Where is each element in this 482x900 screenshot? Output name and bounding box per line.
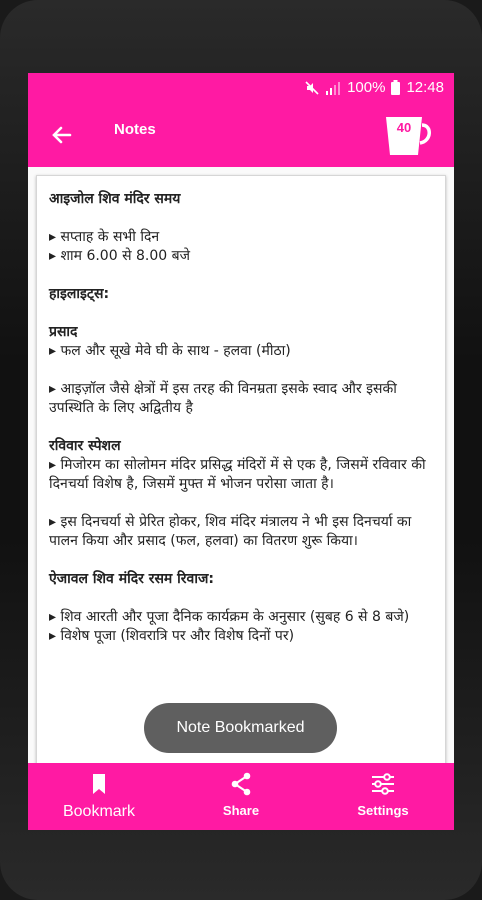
timing-line-1: ▸ सप्ताह के सभी दिन <box>49 229 160 245</box>
signal-icon <box>325 81 341 95</box>
clock: 12:48 <box>406 79 444 96</box>
prasad-line: ▸ फल और सूखे मेवे घी के साथ - हलवा (मीठा) <box>49 343 291 359</box>
sunday-paragraph-2: ▸ इस दिनचर्या से प्रेरित होकर, शिव मंदिर मंत्रालय ने भी इस दिनचर्या का पालन किया और प्रसाद (फल, हलवा) का वितरण शुरू किया। <box>49 514 412 549</box>
app-toolbar <box>28 103 454 167</box>
bookmark-icon <box>86 771 112 797</box>
prasad-heading: प्रसाद <box>49 324 78 340</box>
rituals-heading: ऐजावल शिव मंदिर रसम रिवाज: <box>49 571 214 587</box>
bookmark-label: Bookmark <box>62 803 136 820</box>
settings-label: Settings <box>357 803 409 818</box>
highlights-heading: हाइलाइट्स: <box>49 286 110 302</box>
rituals-line-2: ▸ विशेष पूजा (शिवरात्रि पर और विशेष दिनों पर) <box>49 628 295 644</box>
page-title: Notes <box>114 121 156 138</box>
bookmark-toast: Note Bookmarked <box>144 703 337 753</box>
share-label: Share <box>222 803 260 818</box>
share-icon <box>228 771 254 797</box>
bookmark-tab[interactable] <box>28 763 170 830</box>
battery-icon <box>391 80 400 95</box>
mute-icon <box>305 81 319 95</box>
note-content-area <box>28 167 454 763</box>
share-tab[interactable] <box>170 763 312 830</box>
rituals-line-1: ▸ शिव आरती और पूजा दैनिक कार्यक्रम के अनुसार (सुबह 6 से 8 बजे) <box>49 609 410 625</box>
status-bar <box>28 73 454 103</box>
note-heading: आइजोल शिव मंदिर समय <box>49 191 181 207</box>
sunday-heading: रविवार स्पेशल <box>49 438 121 454</box>
sunday-paragraph-1: ▸ मिजोरम का सोलोमन मंदिर प्रसिद्ध मंदिरों में से एक है, जिसमें रविवार की दिनचर्या विशेष है, जिसमें मुफ्त में भोजन परोसा जाता है। <box>49 457 426 492</box>
app-screen <box>28 73 454 830</box>
bottom-nav <box>28 763 454 830</box>
cup-count: 40 <box>396 120 412 135</box>
note-text <box>49 190 435 646</box>
back-arrow-icon[interactable] <box>46 120 76 150</box>
cup-counter-button[interactable] <box>384 115 432 157</box>
timing-line-2: ▸ शाम 6.00 से 8.00 बजे <box>49 248 190 264</box>
sliders-icon <box>370 771 396 797</box>
battery-percent: 100% <box>347 79 386 96</box>
settings-tab[interactable] <box>312 763 454 830</box>
prasad-paragraph: ▸ आइज़ॉल जैसे क्षेत्रों में इस तरह की विनम्रता इसके स्वाद और इसकी उपस्थिति के लिए अद्वितीय है <box>49 381 397 416</box>
